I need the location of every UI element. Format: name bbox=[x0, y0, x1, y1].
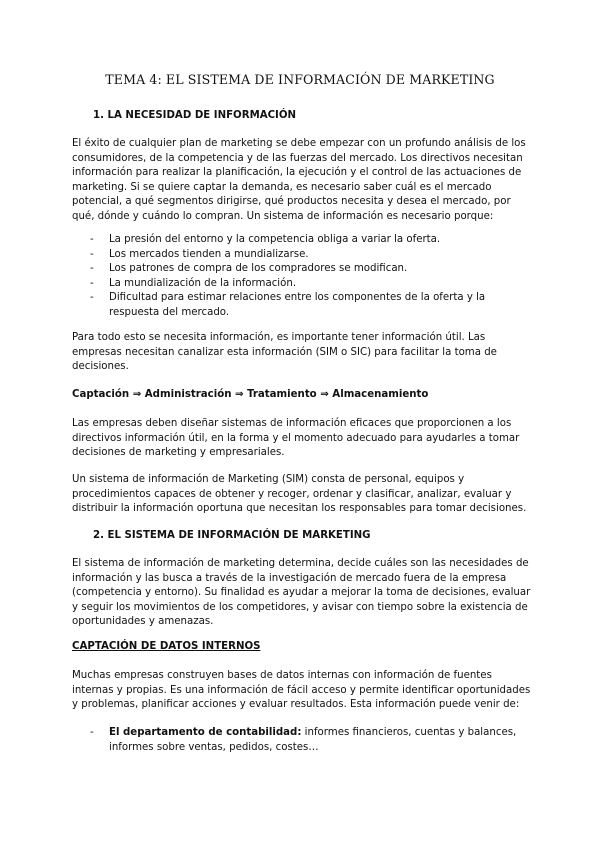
bullet-dash: - bbox=[90, 234, 94, 245]
list-item-description: informes financieros, cuentas y balances, informes sobre ventas, pedidos, costes… bbox=[109, 727, 517, 753]
bullet-dash: - bbox=[90, 263, 94, 275]
section-2-subheading: CAPTACIÓN DE DATOS INTERNOS bbox=[72, 641, 261, 652]
section-1-paragraph-2: Para todo esto se necesita información, es importante tener información útil. Las empresas necesitan canalizar esta información (SIM o SIC) para facilitar la toma de decisiones. bbox=[72, 332, 497, 373]
section-1-paragraph-4: Un sistema de información de Marketing (SIM) consta de personal, equipos y procedimientos capaces de obtener y recoger, ordenar y clasificar, analizar, evaluar y distribuir la información oportuna que necesitan los responsables para tomar decisiones. bbox=[72, 474, 527, 515]
bullet-dash: - bbox=[90, 727, 94, 738]
information-flow: Captación ⇒ Administración ⇒ Tratamiento ⇒ Almacenamiento bbox=[72, 389, 429, 400]
list-item-label: El departamento de contabilidad: bbox=[109, 727, 302, 738]
section-2-heading: 2. EL SISTEMA DE INFORMACIÓN DE MARKETING bbox=[93, 530, 371, 541]
document-title: TEMA 4: EL SISTEMA DE INFORMACIÓN DE MARKETING bbox=[105, 72, 495, 87]
list-item-text: La mundialización de la información. bbox=[109, 277, 297, 289]
section-2-paragraph-2: Muchas empresas construyen bases de datos internas con información de fuentes internas y propias. Es una información de fácil acceso y permite identificar oportunidades y problemas, planificar acciones y evaluar resultados. Esta información puede venir de: bbox=[72, 670, 531, 711]
section-1-intro: El éxito de cualquier plan de marketing se debe empezar con un profundo análisis de los consumidores, de la competencia y de las fuerzas del mercado. Los directivos necesitan información para realizar la planificación, la ejecución y el control de las actuaciones de marketing. Si se quiere captar la demanda, es necesario saber cuál es el mercado potencial, a qué segmentos dirigirse, qué productos necesita y desea el mercado, por qué, dónde y cuándo lo compran. Un sistema de información es necesario porque: bbox=[72, 138, 526, 222]
section-2-paragraph-1: El sistema de información de marketing determina, decide cuáles son las necesidades de información y las busca a través de la investigación de mercado fuera de la empresa (competencia y entorno). Su finalidad es ayudar a mejorar la toma de decisiones, evaluar y seguir los movimientos de los competidores, y avisar con tiempo sobre la existencia de oportunidades y amenazas. bbox=[72, 558, 531, 628]
list-item-text: Los mercados tienden a mundializarse. bbox=[109, 248, 309, 260]
section-1-paragraph-3: Las empresas deben diseñar sistemas de información eficaces que proporcionen a los directivos información útil, en la forma y el momento adecuado para ayudarles a tomar decisiones de marketing y empresariales. bbox=[72, 418, 520, 459]
bullet-dash: - bbox=[90, 248, 94, 260]
list-item-text: Los patrones de compra de los compradores se modifican. bbox=[109, 263, 408, 275]
bullet-dash: - bbox=[90, 292, 94, 304]
bullet-dash: - bbox=[90, 277, 94, 289]
section-1-heading: 1. LA NECESIDAD DE INFORMACIÓN bbox=[93, 110, 297, 121]
list-item-text: Dificultad para estimar relaciones entre los componentes de la oferta y la respuesta del mercado. bbox=[109, 292, 486, 318]
list-item-text: La presión del entorno y la competencia obliga a variar la oferta. bbox=[109, 234, 441, 245]
list-item-text bbox=[109, 726, 519, 755]
